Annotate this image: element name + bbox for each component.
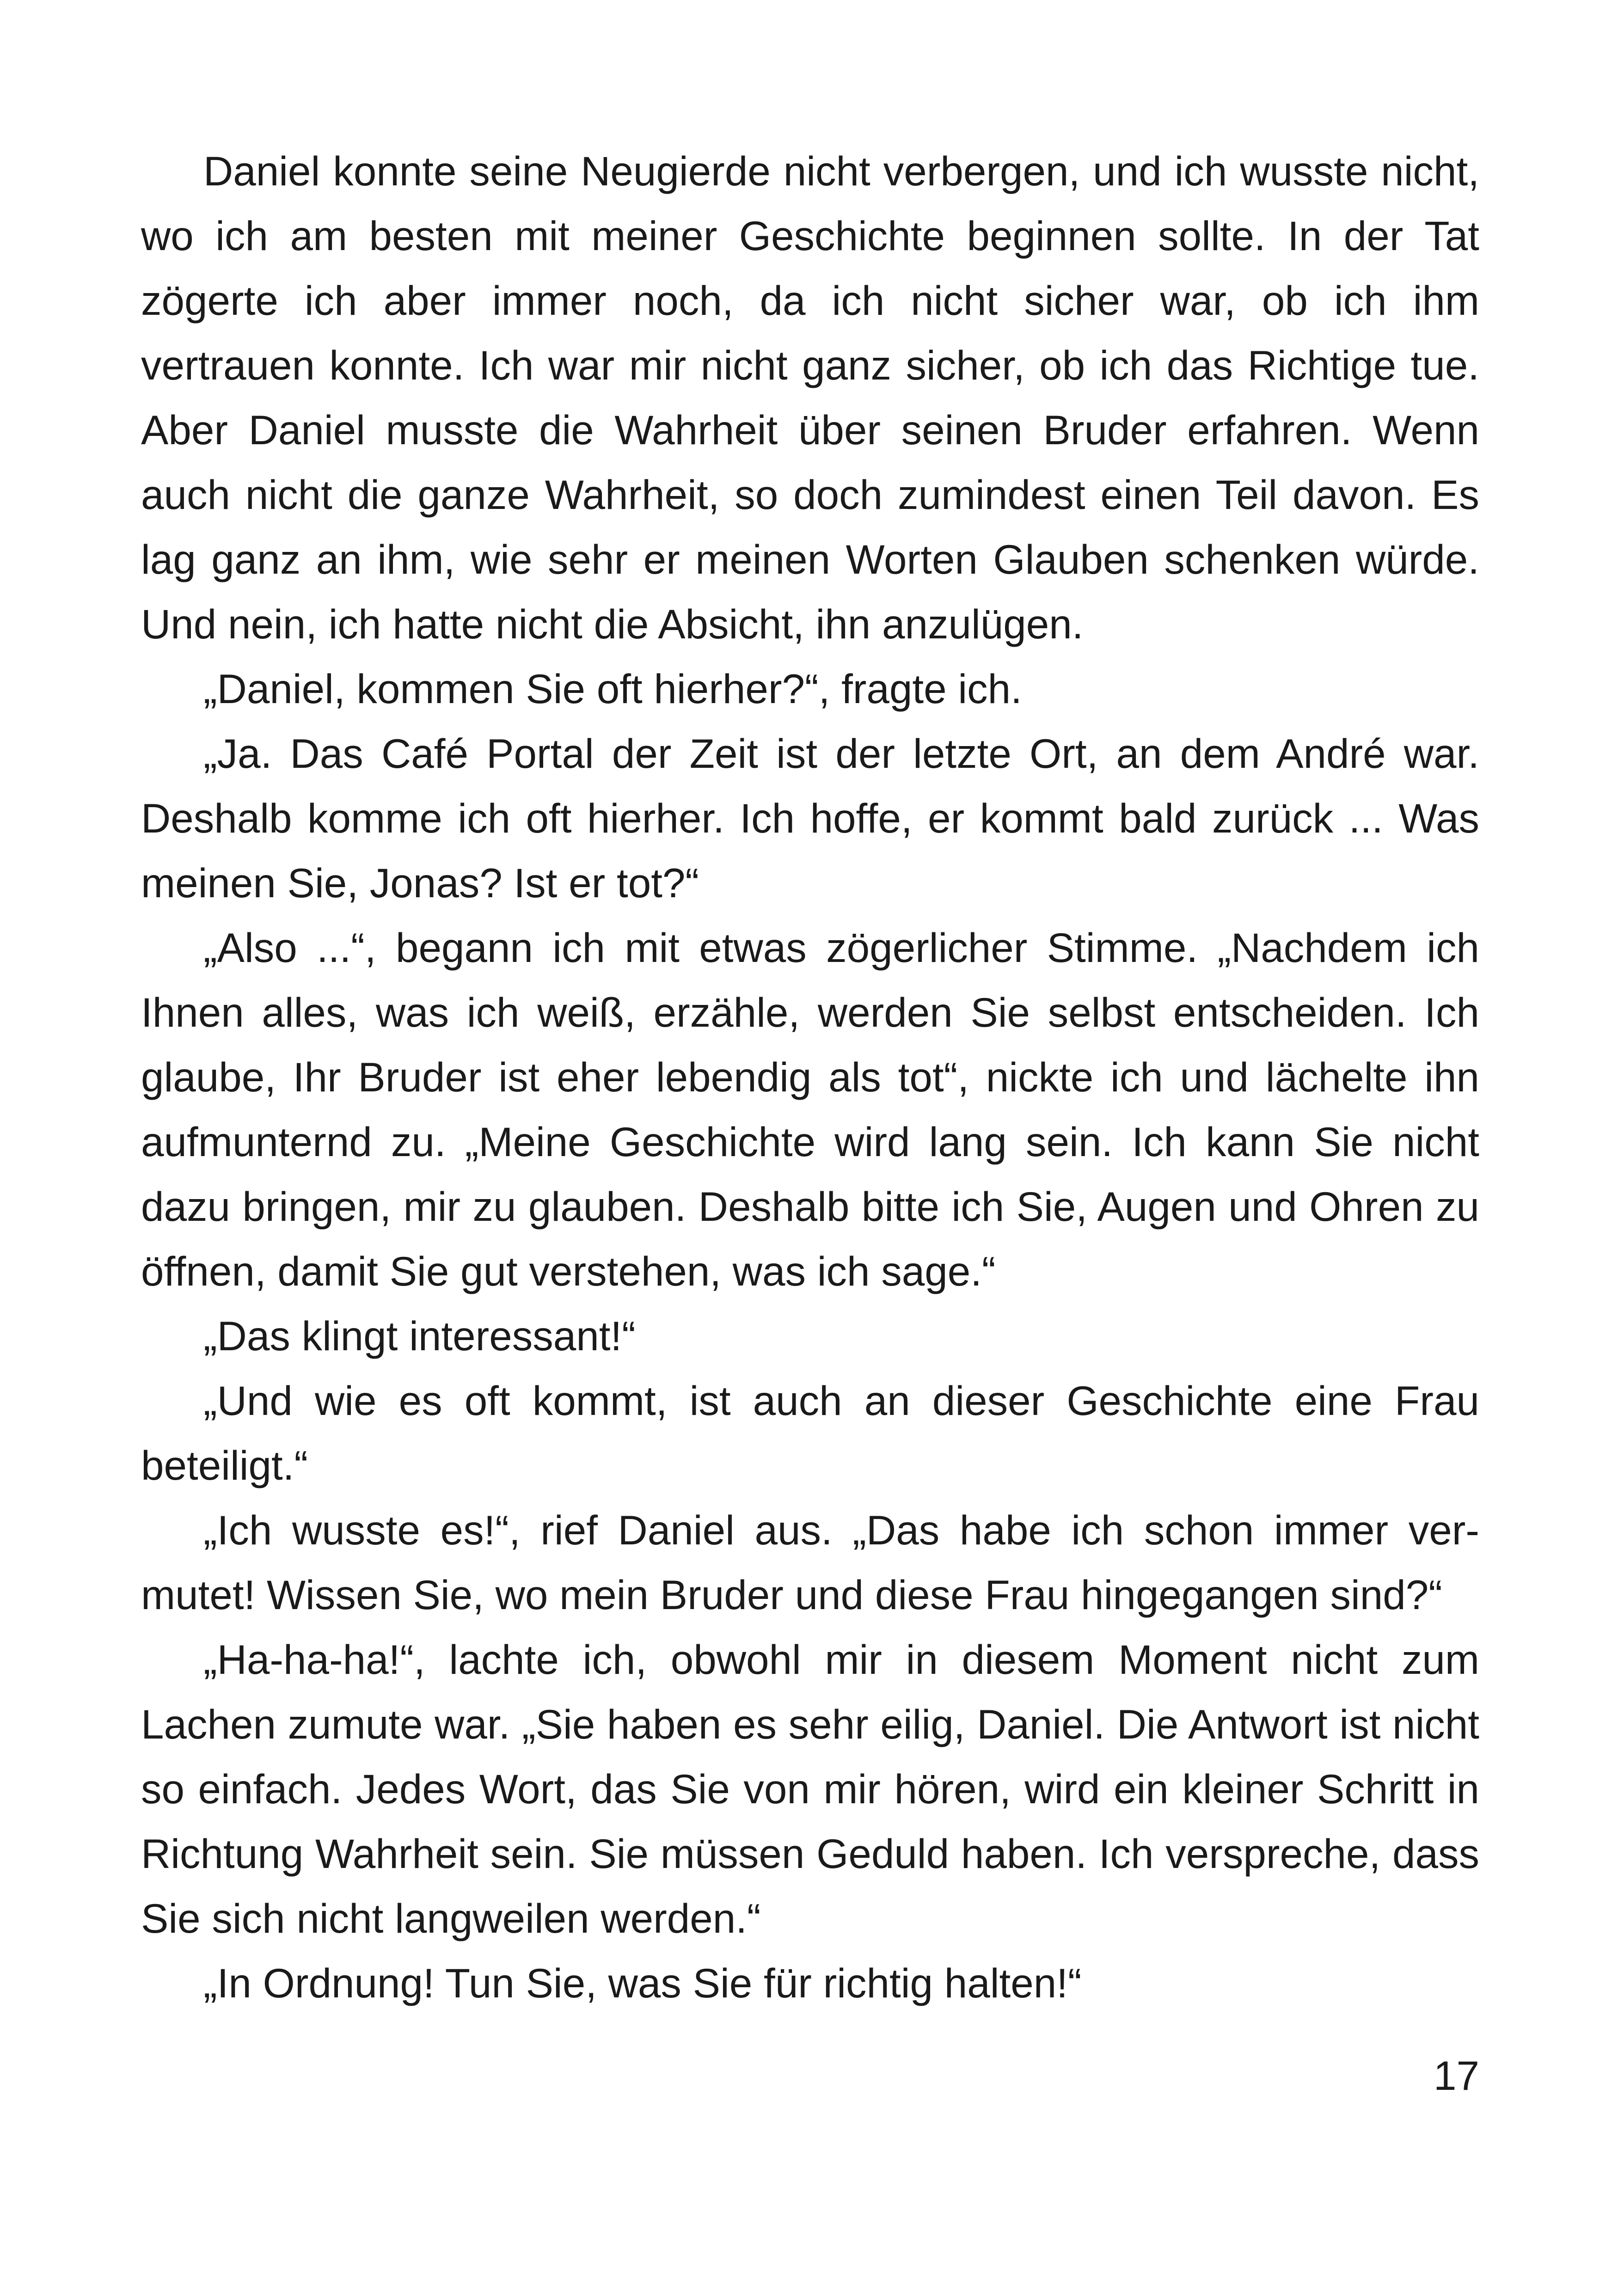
paragraph: „Daniel, kommen Sie oft hierher?“, fragte ich. [203,666,1022,712]
paragraph: „Und wie es oft kommt, ist auch an dieser Geschichte eine Frau beteiligt.“ [141,1378,1479,1488]
page-text [141,139,1479,2015]
paragraph: „Das klingt interessant!“ [203,1313,636,1359]
page-number: 17 [1434,2052,1479,2099]
paragraph: „Also ...“, begann ich mit etwas zögerlicher Stimme. „Nachdem ich Ihnen alles, was ich weiß, erzähle, werden Sie selbst entscheiden. Ich glaube, Ihr Bruder ist eher lebendig als tot“, nickte ich und lächelte ihn aufmunternd zu. „Meine Geschichte wird lang sein. Ich kann Sie nicht dazu bringen, mir zu glauben. Deshalb bitte ich Sie, Augen und Ohren zu öffnen, damit Sie gut verstehen, was ich sage.“ [141,925,1479,1294]
paragraph: „Ja. Das Café Portal der Zeit ist der letzte Ort, an dem André war. Deshalb komme ich oft hierher. Ich hoffe, er kommt bald zurück ... Was meinen Sie, Jonas? Ist er tot?“ [141,730,1479,906]
paragraph: „Ich wusste es!“, rief Daniel aus. „Das habe ich schon immer vermutet! Wissen Sie, wo mein Bruder und diese Frau hingegangen sind?“ [141,1507,1479,1618]
paragraph: „Ha-ha-ha!“, lachte ich, obwohl mir in diesem Moment nicht zum Lachen zumute war. „Sie haben es sehr eilig, Daniel. Die Antwort ist nicht so einfach. Jedes Wort, das Sie von mir hören, wird ein kleiner Schritt in Richtung Wahrheit sein. Sie müssen Geduld haben. Ich verspreche, dass Sie sich nicht langweilen werden.“ [141,1636,1479,1941]
paragraph: Daniel konnte seine Neugierde nicht verbergen, und ich wusste nicht, wo ich am besten mit meiner Geschichte beginnen sollte. In der Tat zögerte ich aber immer noch, da ich nicht sicher war, ob ich ihm vertrauen konnte. Ich war mir nicht ganz sicher, ob ich das Richtige tue. Aber Daniel musste die Wahrheit über seinen Bruder erfahren. Wenn auch nicht die ganze Wahrheit, so doch zumindest einen Teil davon. Es lag ganz an ihm, wie sehr er meinen Worten Glauben schenken würde. Und nein, ich hatte nicht die Absicht, ihn anzulügen. [141,148,1479,647]
paragraph: „In Ordnung! Tun Sie, was Sie für richtig halten!“ [203,1960,1082,2006]
